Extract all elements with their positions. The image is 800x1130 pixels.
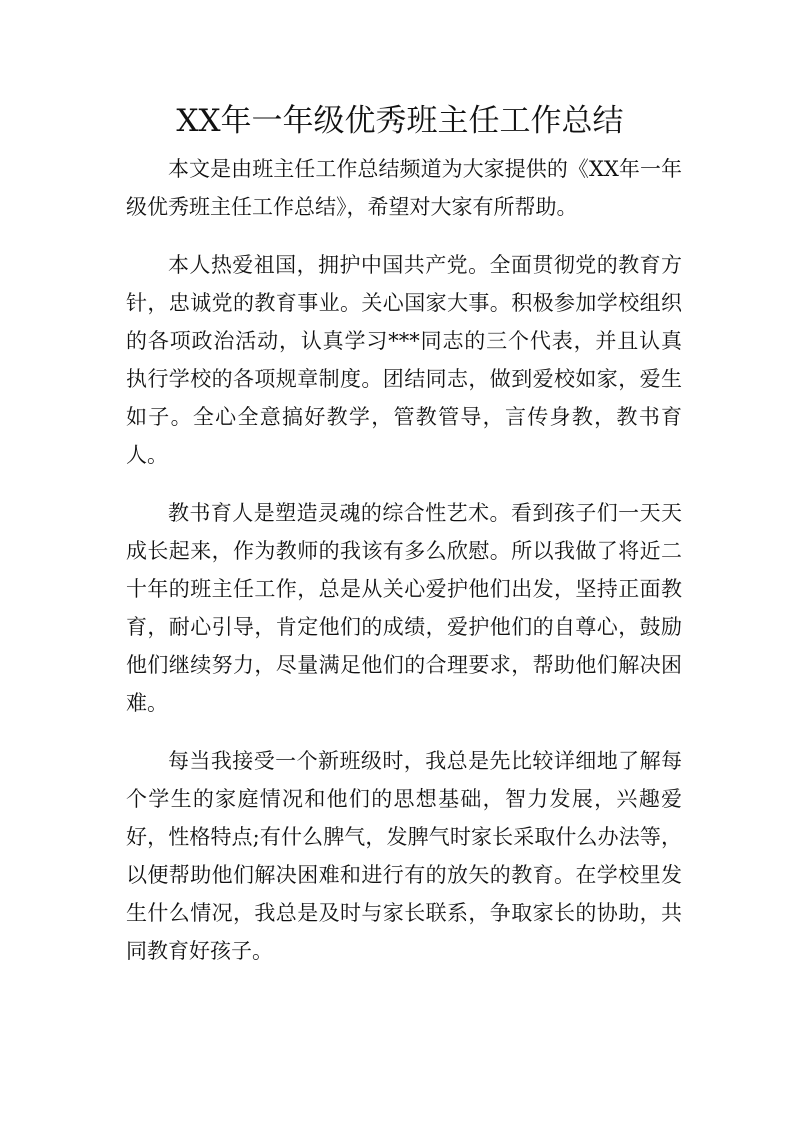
paragraph-education: 教书育人是塑造灵魂的综合性艺术。看到孩子们一天天成长起来，作为教师的我该有多么欣慰。所以我做了将近二十年的班主任工作，总是从关心爱护他们出发，坚持正面教育，耐心引导，肯定他们的成绩，爱护他们的自尊心，鼓励他们继续努力，尽量满足他们的合理要求，帮助他们解决困难。	[126, 501, 682, 715]
document-title: XX年一年级优秀班主任工作总结	[176, 103, 624, 139]
paragraph-patriotism: 本人热爱祖国，拥护中国共产党。全面贯彻党的教育方针，忠诚党的教育事业。关心国家大事。积极参加学校组织的各项政治活动，认真学习***同志的三个代表，并且认真执行学校的各项规章制度。团结同志，做到爱校如家，爱生如子。全心全意搞好教学，管教管导，言传身教，教书育人。	[126, 253, 682, 467]
paragraph-intro: 本文是由班主任工作总结频道为大家提供的《XX年一年级优秀班主任工作总结》，希望对大家有所帮助。	[126, 157, 682, 219]
document-body	[126, 150, 682, 990]
paragraph-new-class: 每当我接受一个新班级时，我总是先比较详细地了解每个学生的家庭情况和他们的思想基础，智力发展，兴趣爱好，性格特点;有什么脾气，发脾气时家长采取什么办法等，以便帮助他们解决困难和进行有的放矢的教育。在学校里发生什么情况，我总是及时与家长联系，争取家长的协助，共同教育好孩子。	[126, 749, 682, 963]
